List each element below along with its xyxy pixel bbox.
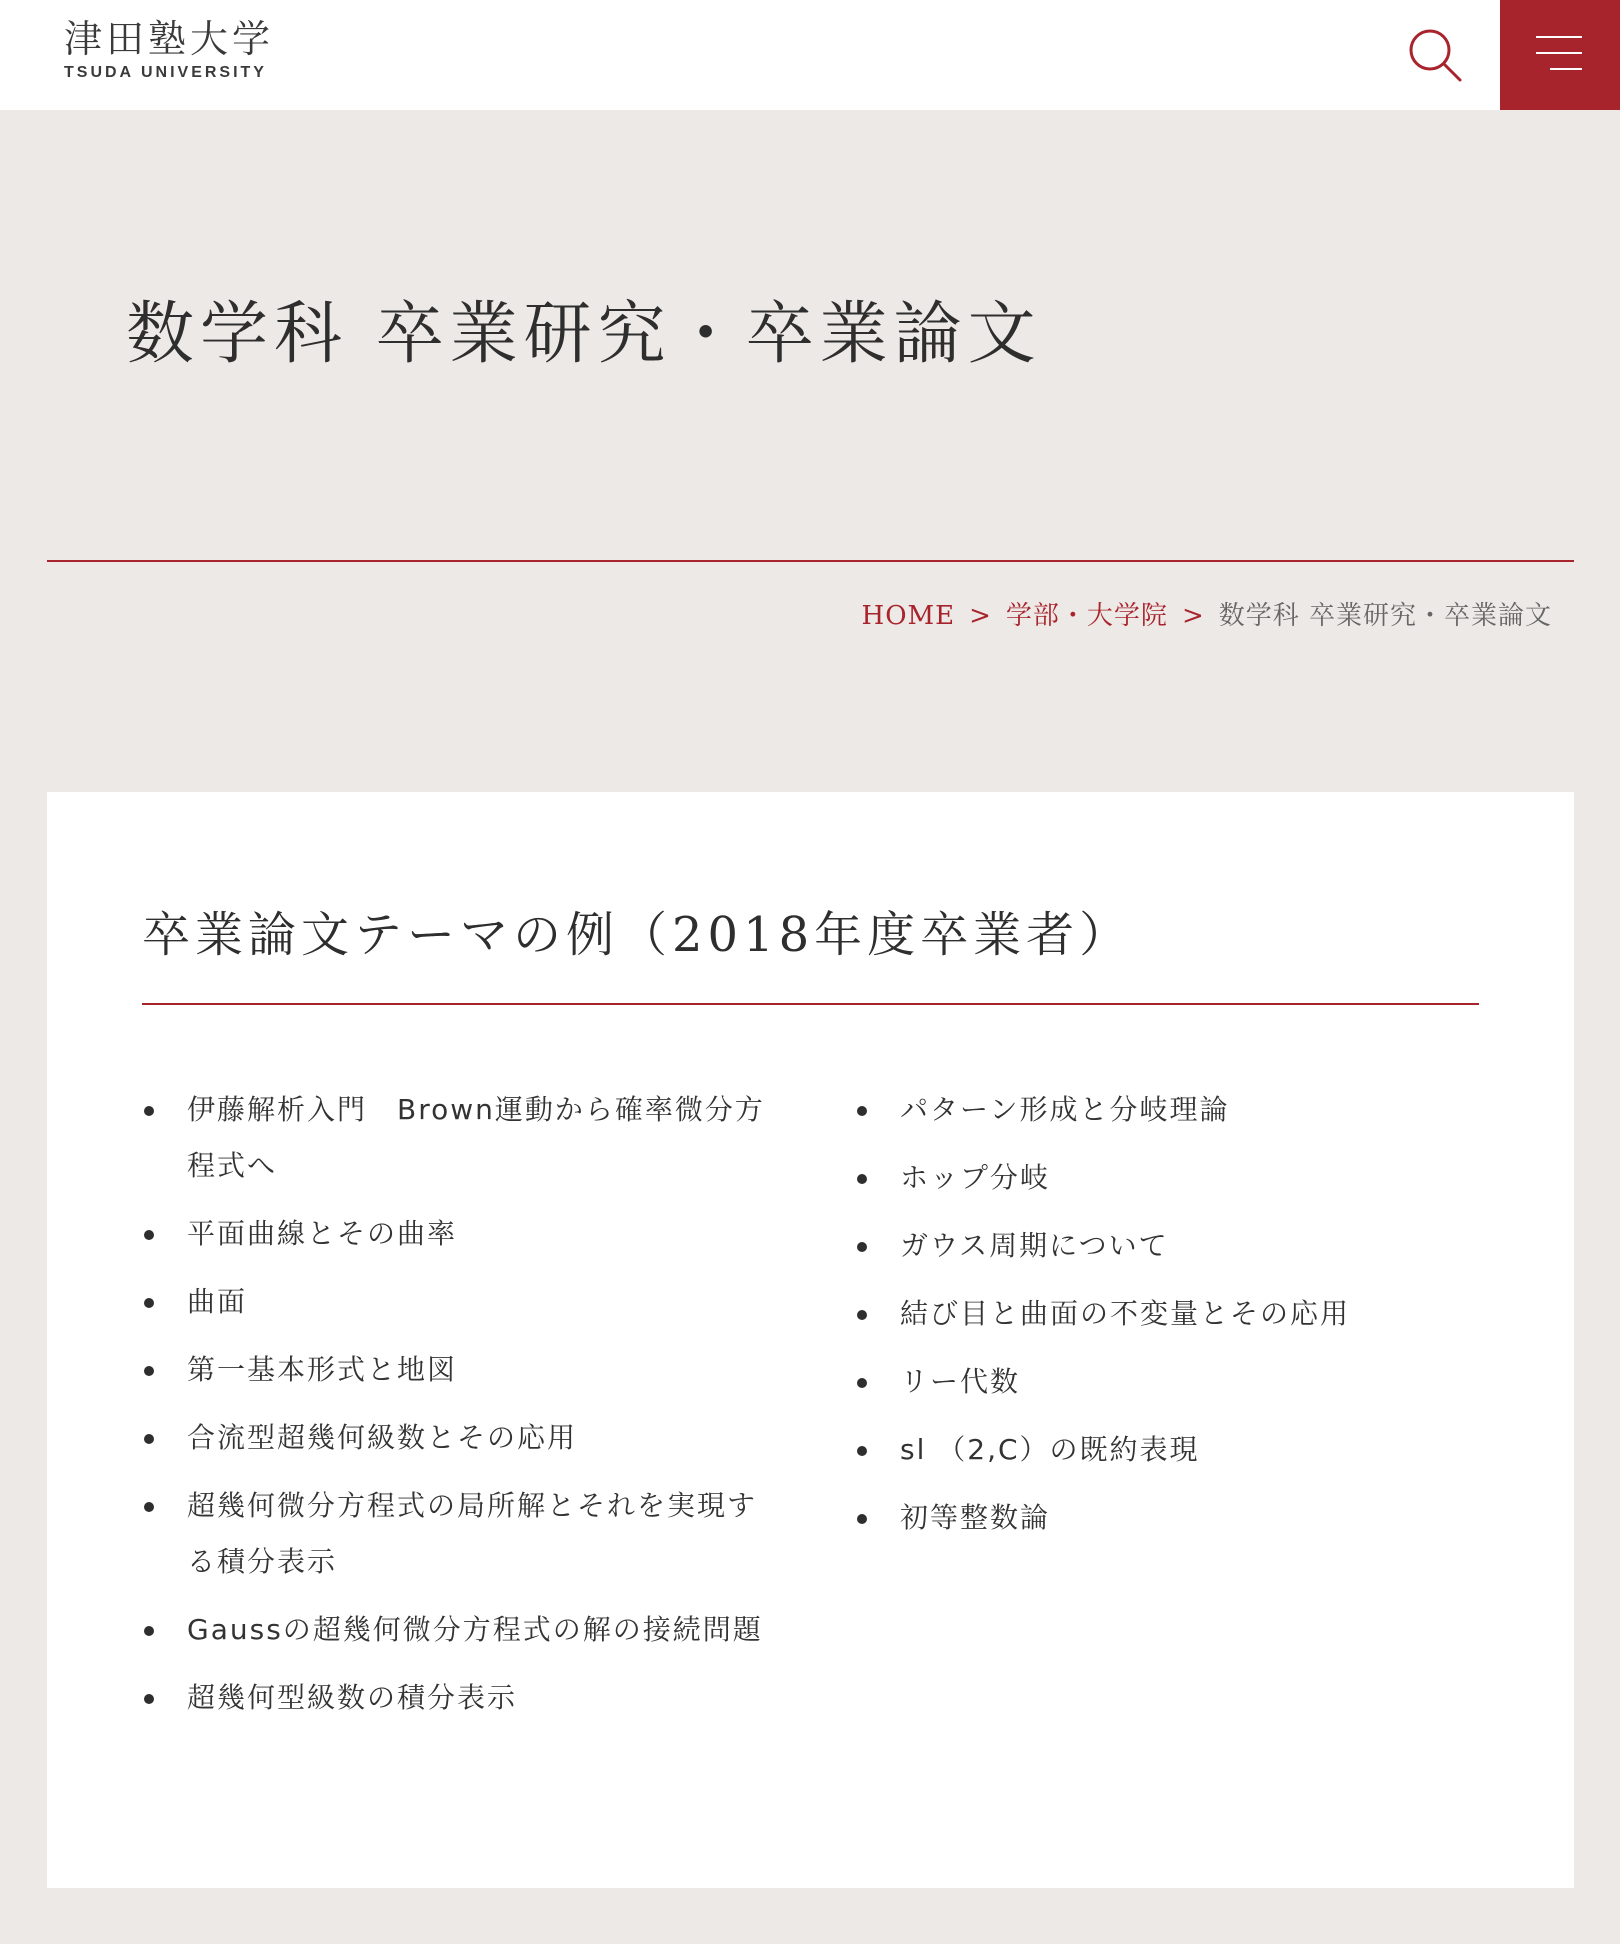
breadcrumb-faculty-link[interactable]: 学部・大学院 [1005, 601, 1168, 631]
logo-japanese-text: 津田塾大学 [64, 17, 275, 61]
list-item: 平面曲線とその曲率 [142, 1206, 767, 1262]
list-item: パターン形成と分岐理論 [855, 1082, 1475, 1138]
list-item: sl （2,C）の既約表現 [855, 1422, 1475, 1478]
thesis-topic-list-right [855, 1082, 1475, 1558]
search-button[interactable] [1400, 20, 1470, 90]
list-item: 超幾何型級数の積分表示 [142, 1670, 767, 1726]
list-item: 第一基本形式と地図 [142, 1342, 767, 1398]
list-item: 伊藤解析入門 Brown運動から確率微分方程式へ [142, 1082, 767, 1194]
section-heading: 卒業論文テーマの例（2018年度卒業者） [142, 907, 1133, 963]
list-item: Gaussの超幾何微分方程式の解の接続問題 [142, 1602, 767, 1658]
university-logo[interactable] [64, 16, 274, 82]
breadcrumb [862, 596, 1552, 636]
list-item: 初等整数論 [855, 1490, 1475, 1546]
breadcrumb-separator: > [969, 601, 992, 631]
breadcrumb-home-link[interactable]: HOME [861, 601, 956, 631]
thesis-topic-list-left [142, 1082, 767, 1738]
list-item: 合流型超幾何級数とその応用 [142, 1410, 767, 1466]
list-item: リー代数 [855, 1354, 1475, 1410]
list-item: 曲面 [142, 1274, 767, 1330]
site-header [0, 0, 1620, 110]
menu-button[interactable] [1500, 0, 1620, 110]
list-item: ホップ分岐 [855, 1150, 1475, 1206]
page-title: 数学科 卒業研究・卒業論文 [126, 295, 1042, 374]
breadcrumb-separator: > [1181, 601, 1205, 631]
search-icon [1400, 20, 1470, 90]
content-card [47, 792, 1574, 1888]
list-item: ガウス周期について [855, 1218, 1475, 1274]
section-divider [142, 1003, 1479, 1005]
logo-english-text: TSUDA UNIVERSITY [64, 64, 267, 81]
list-item: 結び目と曲面の不変量とその応用 [855, 1286, 1475, 1342]
breadcrumb-current: 数学科 卒業研究・卒業論文 [1218, 601, 1552, 631]
list-item: 超幾何微分方程式の局所解とそれを実現する積分表示 [142, 1478, 767, 1590]
title-divider [47, 560, 1574, 562]
